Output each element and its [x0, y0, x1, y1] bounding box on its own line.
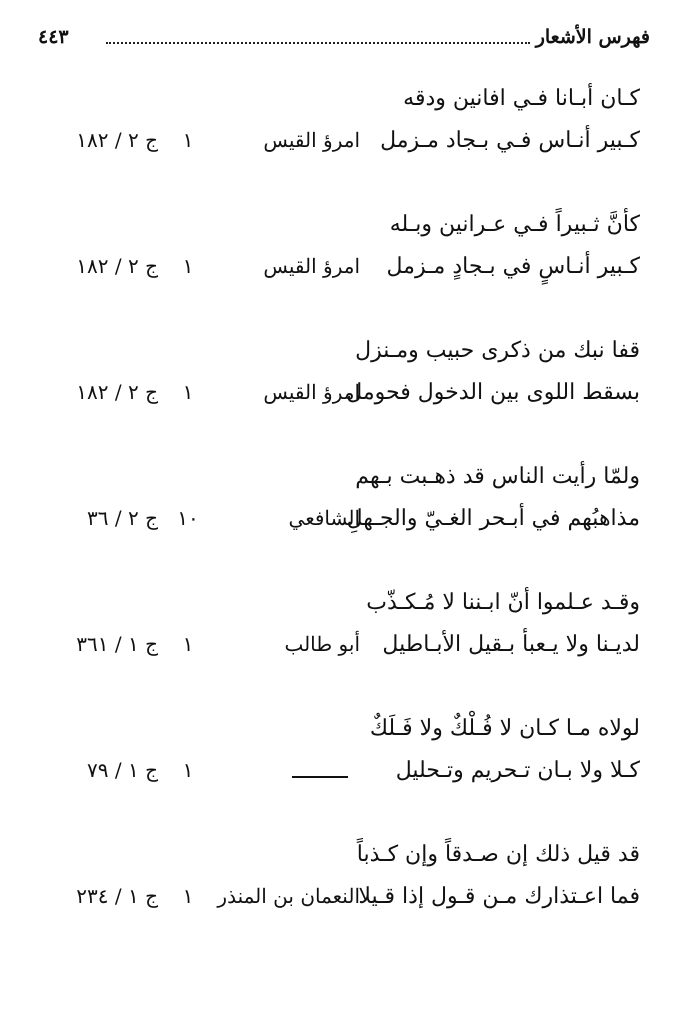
poem-entry: [0, 590, 700, 700]
poet-name: امرؤ القيس: [263, 254, 360, 278]
volume-page-reference: ج ١ / ٣٦١: [76, 632, 158, 656]
volume-page-reference: ج ١ / ٧٩: [87, 758, 158, 782]
poet-name: امرؤ القيس: [263, 128, 360, 152]
poet-name: الشافعي: [288, 506, 360, 530]
poem-entry: [0, 212, 700, 322]
verse-second-hemistich: كـبير أنـاس فـي بـجاد مـزمل: [380, 128, 640, 153]
volume-page-reference: ج ٢ / ١٨٢: [76, 254, 158, 278]
poem-entry: [0, 464, 700, 574]
verse-second-hemistich: بسقط اللوى بين الدخول فحومل: [346, 380, 640, 405]
verse-second-hemistich: كـبير أنـاسٍ في بـجادٍ مـزمل: [386, 254, 640, 279]
verse-second-hemistich: كـلا ولا بـان تـحريم وتـحليل: [395, 758, 640, 783]
verse-first-hemistich: كأنَّ ثـبيراً فـي عـرانين وبـله: [389, 212, 640, 237]
verse-second-hemistich: فما اعـتذارك مـن قـول إذا قـيلا: [358, 884, 640, 909]
verse-count: ١: [182, 884, 194, 908]
page-number: ٤٤٣: [38, 26, 69, 48]
volume-page-reference: ج ١ / ٢٣٤: [76, 884, 158, 908]
page-header: [38, 26, 650, 56]
verse-first-hemistich: قد قيل ذلك إن صـدقاً وإن كـذباً: [356, 842, 640, 867]
poem-entry: [0, 338, 700, 448]
volume-page-reference: ج ٢ / ١٨٢: [76, 128, 158, 152]
volume-page-reference: ج ٢ / ١٨٢: [76, 380, 158, 404]
poet-name: أبو طالب: [284, 632, 360, 656]
verse-first-hemistich: وقـد عـلموا أنّ ابـننا لا مُـكـذّب: [366, 590, 640, 615]
poet-name: امرؤ القيس: [263, 380, 360, 404]
verse-count: ١: [182, 632, 194, 656]
header-leader-dots: [106, 42, 530, 44]
verse-second-hemistich: مذاهبُهم في أبـحر الغـيّ والجـهلِ: [346, 506, 640, 531]
verse-first-hemistich: قفا نبك من ذكرى حبيب ومـنزل: [355, 338, 640, 363]
verse-first-hemistich: لولاه مـا كـان لا فُـلْكٌ ولا فَـلَكٌ: [369, 716, 640, 741]
verse-count: ١: [182, 380, 194, 404]
page-title: فهرس الأشعار: [535, 26, 650, 48]
verse-first-hemistich: ولمّا رأيت الناس قد ذهـبت بـهم: [355, 464, 640, 489]
verse-count: ١: [182, 758, 194, 782]
verse-count: ١٠: [177, 506, 199, 530]
verse-second-hemistich: لديـنا ولا يـعبأ بـقيل الأبـاطيل: [382, 632, 640, 657]
unknown-poet-dash: [292, 776, 348, 778]
poem-entry: [0, 716, 700, 826]
verse-count: ١: [182, 128, 194, 152]
verse-first-hemistich: كـان أبـانا فـي افانين ودقه: [403, 86, 640, 111]
poet-name: النعمان بن المنذر: [217, 884, 360, 908]
poem-entry: [0, 86, 700, 196]
volume-page-reference: ج ٢ / ٣٦: [87, 506, 158, 530]
verse-count: ١: [182, 254, 194, 278]
poem-entry: [0, 842, 700, 952]
